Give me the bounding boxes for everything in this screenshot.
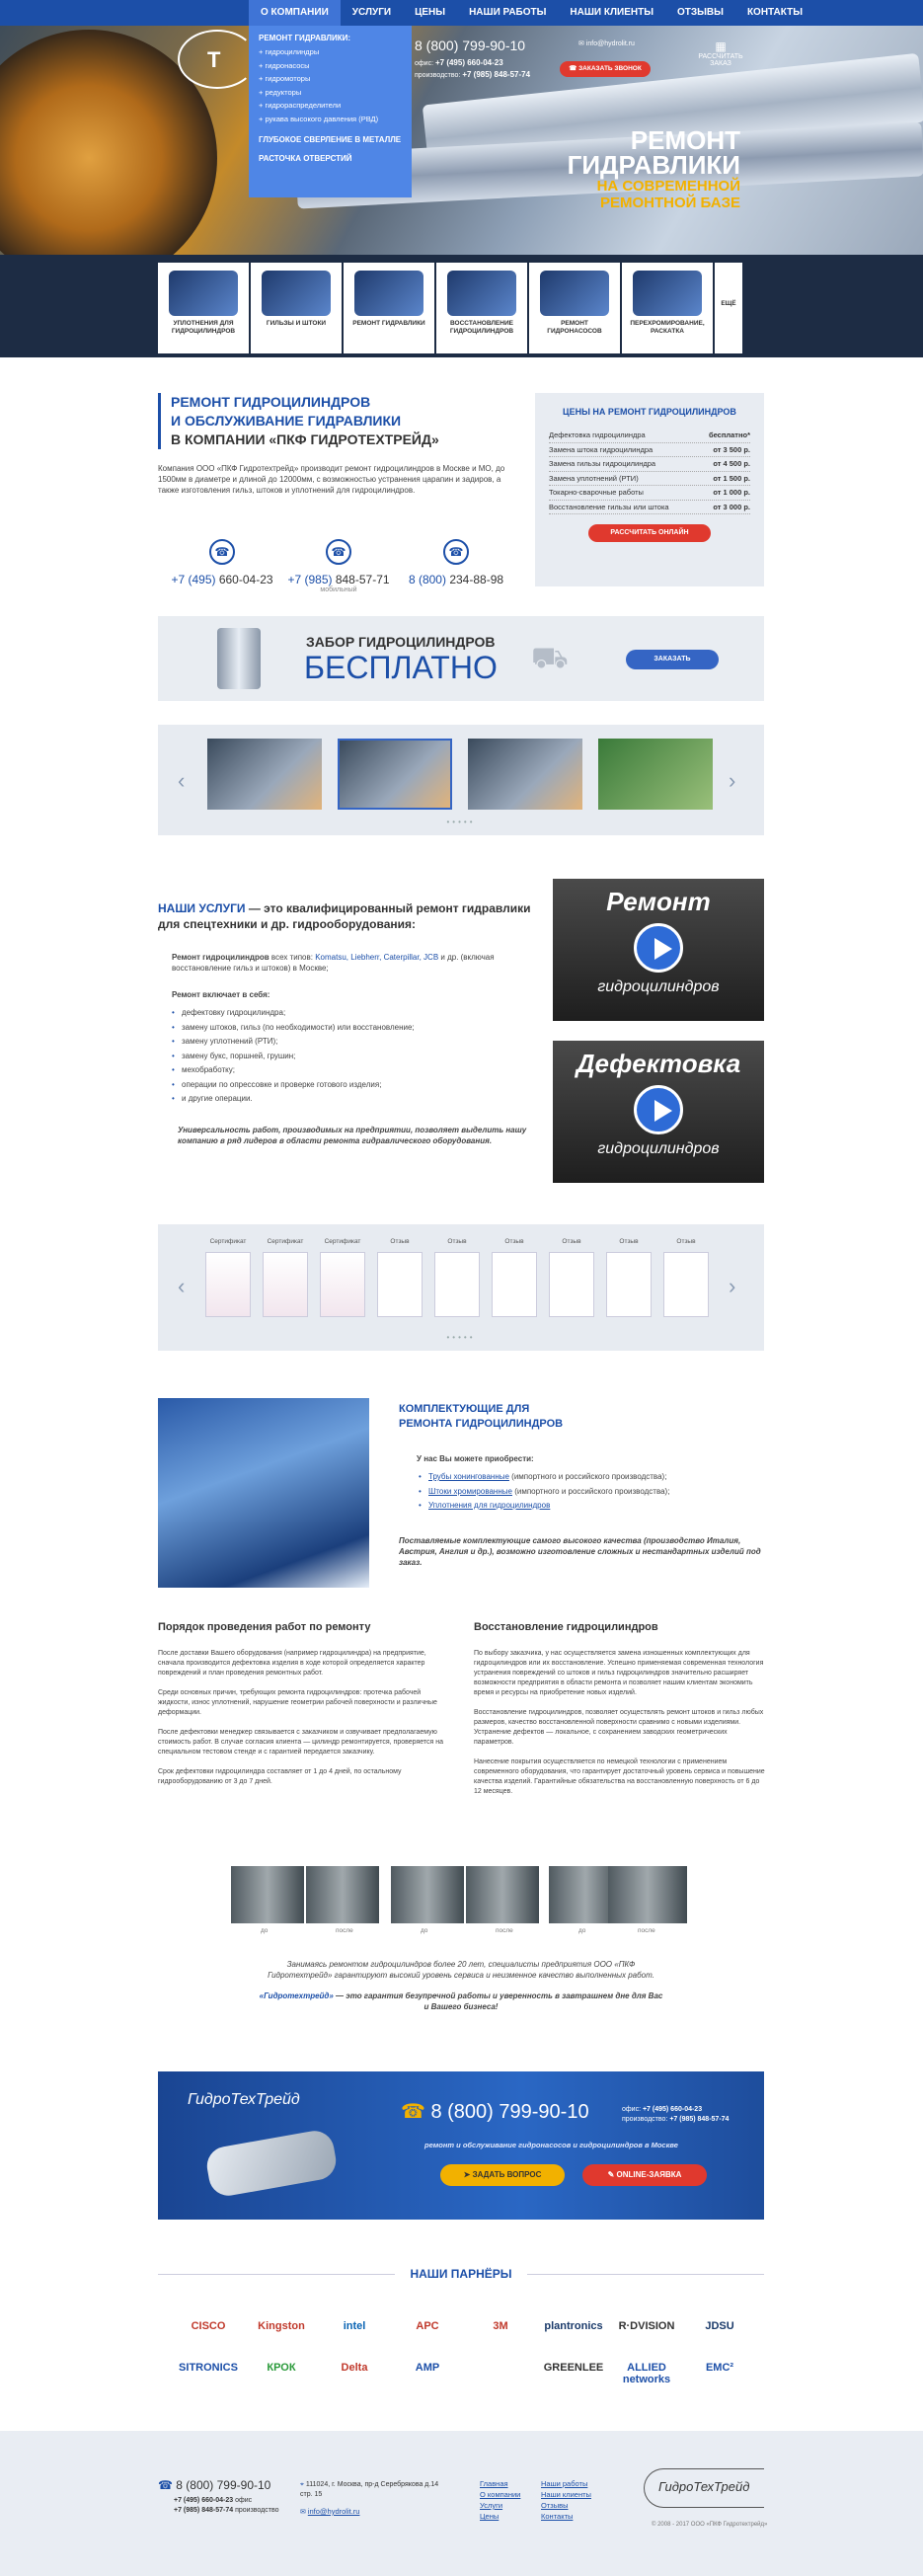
nav-item-4[interactable]: НАШИ КЛИЕНТЫ: [570, 7, 654, 18]
cert-label: Сертификат: [209, 1238, 247, 1245]
price-value: от 3 000 р.: [713, 502, 750, 511]
price-service: Замена уплотнений (РТИ): [549, 473, 639, 483]
services-section: [158, 900, 533, 1146]
about-text: Компания ООО «ПКФ Гидротехтрейд» производит ремонт гидроцилиндров в Москве и МО, до 1500мм в диаметре и длиной до 12000мм, с возможностью устранения царапин и задиров, а также изготовления гильз, штоков и уплотнений для гидроцилиндров.: [158, 464, 505, 495]
partner-logo[interactable]: JDSU: [705, 2320, 734, 2332]
dropdown-item[interactable]: + гидромоторы: [259, 74, 311, 83]
divider: [527, 2274, 764, 2275]
tile-image: [540, 271, 609, 316]
price-value: от 3 500 р.: [713, 444, 750, 454]
before-after-photo[interactable]: [231, 1866, 304, 1923]
tile-image: [262, 271, 331, 316]
banner-tagline: ремонт и обслуживание гидронасосов и гидроцилиндров в Москве: [424, 2141, 678, 2149]
order-title: Порядок проведения работ по ремонту: [158, 1621, 371, 1633]
components-note-text: (импортного и российского производства);: [508, 1472, 667, 1481]
order-label: РАССЧИТАТЬ ЗАКАЗ: [698, 53, 743, 67]
restore-title: Восстановление гидроцилиндров: [474, 1621, 658, 1633]
components-item: [419, 1499, 764, 1514]
before-after-label: до: [421, 1927, 428, 1934]
price-row: [549, 501, 750, 515]
play-icon[interactable]: [634, 923, 683, 973]
phone-num: 848-57-71: [335, 573, 390, 586]
about-title-2: И ОБСЛУЖИВАНИЕ ГИДРАВЛИКИ: [171, 413, 402, 429]
certs-prev-arrow[interactable]: ‹: [178, 1274, 186, 1298]
phone-code: +7 (495): [171, 573, 216, 586]
partner-logo[interactable]: EMC²: [705, 2362, 734, 2374]
prod-phone[interactable]: +7 (985) 848-57-74: [462, 70, 531, 79]
certificates-gallery: [158, 1224, 764, 1351]
send-icon: ➤: [463, 2170, 473, 2179]
footer-email[interactable]: [300, 2506, 359, 2517]
closing-p1: Занимаясь ремонтом гидроцилиндров более 20 лет, специалисты предприятия ООО «ПКФ Гидротехтрейд» гарантируют высокий уровень сервиса и неизменное качество выполненных работ.: [268, 1960, 654, 1980]
partner-logo[interactable]: 3M: [493, 2320, 508, 2332]
footer-logo[interactable]: [644, 2468, 764, 2508]
footer-link[interactable]: Главная: [480, 2479, 508, 2488]
header-phones: [415, 57, 530, 81]
services-list-item: • операции по опрессовке и проверке готового изделия;: [172, 1078, 533, 1093]
cert-label: Сертификат: [324, 1238, 361, 1245]
closing-text: [257, 1959, 665, 2012]
footer: [0, 2431, 923, 2576]
dropdown-item[interactable]: + гидронасосы: [259, 60, 310, 70]
components-section: [399, 1402, 764, 1568]
before-after-photo[interactable]: [466, 1866, 539, 1923]
services-title-accent: НАШИ УСЛУГИ: [158, 901, 246, 915]
phone-icon: ☎: [158, 2478, 177, 2492]
gallery-photo[interactable]: [338, 739, 452, 810]
nav-item-0[interactable]: О КОМПАНИИ: [249, 0, 341, 26]
certificate-thumbnail[interactable]: [263, 1252, 308, 1317]
before-after-photo[interactable]: [391, 1866, 464, 1923]
price-value: от 4 500 р.: [713, 459, 750, 468]
certificate-thumbnail[interactable]: [549, 1252, 594, 1317]
order-call-button[interactable]: [560, 61, 651, 77]
before-after-label: до: [261, 1927, 269, 1934]
components-item: [419, 1470, 764, 1485]
components-note-text: (импортного и российского производства);: [511, 1486, 670, 1496]
services-list-item: • замену штоков, гильз (по необходимости) или восстановление;: [172, 1021, 533, 1036]
partner-logo[interactable]: R·DVISION: [618, 2320, 675, 2332]
partner-logo[interactable]: Kingston: [258, 2320, 305, 2332]
logo-mark: Т: [207, 47, 221, 72]
footer-link[interactable]: Цены: [480, 2512, 500, 2521]
before-after-photo[interactable]: [608, 1866, 687, 1923]
category-tile[interactable]: [251, 263, 342, 353]
certs-dots[interactable]: •••••: [446, 1333, 476, 1342]
price-box: [535, 393, 764, 586]
price-service: Восстановление гильзы или штока: [549, 502, 669, 511]
ask-label: ЗАДАТЬ ВОПРОС: [472, 2170, 542, 2179]
cert-label: Отзыв: [390, 1238, 410, 1245]
contact-banner: [158, 2071, 764, 2220]
tile-image: [633, 271, 702, 316]
certificate-thumbnail[interactable]: [434, 1252, 480, 1317]
header-email[interactable]: [578, 39, 635, 47]
tile-label: УПЛОТНЕНИЯ ДЛЯ ГИДРОЦИЛИНДРОВ: [171, 320, 236, 335]
nav-item-6[interactable]: КОНТАКТЫ: [746, 7, 803, 18]
price-service: Дефектовка гидроцилиндра: [549, 430, 646, 439]
about-dropdown: [249, 26, 412, 197]
calc-order-link[interactable]: [691, 39, 750, 67]
footer-links-1: [480, 2478, 520, 2522]
partner-logo[interactable]: intel: [343, 2320, 366, 2332]
tile-label: РЕМОНТ ГИДРАВЛИКИ: [352, 320, 425, 327]
closing-p2: [257, 1991, 665, 2012]
footer-links-2: [541, 2478, 591, 2522]
truck-icon: ⛟: [531, 642, 569, 674]
intro-text-2: и др. (включая восстановление гильз и штоков) в Москве;: [172, 953, 495, 973]
banner-logo: ГидроТехТрейд: [188, 2091, 300, 2108]
banner-prod[interactable]: +7 (985) 848-57-74: [669, 2116, 730, 2123]
divider: [158, 2274, 395, 2275]
mail-icon: ✉: [300, 2509, 308, 2516]
slogan-l4: РЕМОНТНОЙ БАЗЕ: [599, 195, 740, 211]
dropdown-title: РЕМОНТ ГИДРАВЛИКИ:: [259, 34, 351, 42]
partner-logo[interactable]: КРОК: [267, 2362, 296, 2374]
price-row: [549, 429, 750, 443]
components-title-2: РЕМОНТА ГИДРОЦИЛИНДРОВ: [399, 1418, 564, 1430]
gallery-prev-arrow[interactable]: ‹: [178, 768, 186, 793]
dropdown-drilling[interactable]: ГЛУБОКОЕ СВЕРЛЕНИЕ В МЕТАЛЛЕ: [259, 135, 402, 144]
tile-image: [354, 271, 423, 316]
cert-label: Отзыв: [447, 1238, 467, 1245]
calculator-icon: ▦: [715, 39, 727, 53]
footer-link[interactable]: Наши работы: [541, 2479, 588, 2488]
price-service: Замена штока гидроцилиндра: [549, 444, 654, 454]
certificate-thumbnail[interactable]: [377, 1252, 423, 1317]
intro-text: всех типов:: [269, 953, 316, 962]
components-link[interactable]: Штоки хромированные: [428, 1486, 512, 1496]
partner-logo[interactable]: CISCO: [191, 2320, 226, 2332]
services-list-item: • дефектовку гидроцилиндра;: [172, 1006, 533, 1021]
price-row: [549, 472, 750, 487]
components-image: [158, 1398, 369, 1588]
order-p4: Срок дефектовки гидроцилиндра составляет от 1 до 4 дней, по остальному гидрооборудованию от 3 до 7 дней.: [158, 1768, 402, 1785]
price-row: [549, 443, 750, 458]
pickup-title: ЗАБОР ГИДРОЦИЛИНДРОВ: [306, 634, 496, 650]
footer-link[interactable]: Контакты: [541, 2512, 574, 2521]
price-service: Токарно-сварочные работы: [549, 488, 644, 497]
nav-item-5[interactable]: ОТЗЫВЫ: [676, 7, 724, 18]
price-title: ЦЕНЫ НА РЕМОНТ ГИДРОЦИЛИНДРОВ: [563, 407, 736, 417]
partner-logo[interactable]: GREENLEE: [543, 2362, 604, 2374]
services-list-heading: Ремонт включает в себя:: [172, 990, 270, 999]
intro-bold: Ремонт гидроцилиндров: [172, 953, 269, 962]
phone-num: 660-04-23: [218, 573, 273, 586]
banner-prod-label: производство:: [622, 2116, 668, 2123]
nav-item-3[interactable]: НАШИ РАБОТЫ: [469, 7, 547, 18]
price-service: Замена гильзы гидроцилиндра: [549, 459, 656, 468]
dropdown-item[interactable]: + гидроцилиндры: [259, 47, 320, 56]
tile-label: ПЕРЕХРОМИРОВАНИЕ, РАСКАТКА: [630, 320, 705, 335]
gallery-dots[interactable]: •••••: [446, 818, 476, 826]
brands-link[interactable]: Komatsu, Liebherr, Caterpillar, JCB: [315, 953, 439, 962]
pickup-order-button[interactable]: [626, 650, 719, 669]
banner-cylinder-image: [204, 2128, 340, 2199]
footer-link[interactable]: Услуги: [480, 2501, 503, 2510]
before-after-label: после: [638, 1927, 655, 1934]
banner-phone-num: 8 (800) 799-90-10: [430, 2101, 589, 2123]
about-title-1: РЕМОНТ ГИДРОЦИЛИНДРОВ: [171, 394, 371, 410]
phone-block[interactable]: [274, 539, 403, 593]
office-label: офис:: [415, 60, 434, 67]
banner-office-label: офис:: [622, 2106, 642, 2113]
certificate-thumbnail[interactable]: [205, 1252, 251, 1317]
about-title: [158, 393, 513, 449]
phone-icon: ☎: [401, 2101, 431, 2123]
phone-number: [274, 573, 403, 586]
dropdown-item[interactable]: + рукава высокого давления (РВД): [259, 114, 379, 123]
category-tile[interactable]: [436, 263, 527, 353]
before-after-photo[interactable]: [306, 1866, 379, 1923]
pickup-free: БЕСПЛАТНО: [304, 650, 498, 685]
video-1-sub: гидроцилиндров: [597, 978, 720, 995]
partner-logo[interactable]: ALLIED networks: [622, 2362, 671, 2385]
phone-number: [392, 573, 520, 586]
phone-code: 8 (800): [408, 573, 446, 586]
components-list: [419, 1470, 764, 1514]
tile-label: РЕМОНТ ГИДРОНАСОСОВ: [547, 320, 602, 335]
phone-icon: ☎: [326, 539, 351, 565]
certificate-thumbnail[interactable]: [492, 1252, 537, 1317]
certs-next-arrow[interactable]: ›: [729, 1274, 736, 1298]
phone-code: +7 (985): [287, 573, 333, 586]
gallery-photo[interactable]: [207, 739, 322, 810]
services-note: Универсальность работ, производимых на предприятии, позволяет выделить нашу компанию в ряд лидеров в области ремонта гидравлического оборудования.: [178, 1125, 527, 1145]
price-value: бесплатно*: [708, 430, 750, 439]
online-request-button[interactable]: [582, 2164, 707, 2186]
category-tile[interactable]: [715, 263, 742, 353]
category-tile[interactable]: [158, 263, 249, 353]
footer-link[interactable]: Наши клиенты: [541, 2490, 591, 2499]
gallery-photo[interactable]: [598, 739, 713, 810]
closing-brand: «Гидротехтрейд»: [259, 1991, 334, 2000]
phone-icon: ☎: [443, 539, 469, 565]
about-section: [158, 393, 513, 496]
slogan-l3: НА СОВРЕМЕННОЙ: [596, 178, 740, 195]
video-repair[interactable]: [553, 879, 764, 1021]
services-list: [172, 1006, 533, 1107]
footer-subphones: [174, 2496, 279, 2516]
footer-logo-text: ГидроТехТрейд: [658, 2479, 750, 2494]
tile-label: ВОССТАНОВЛЕНИЕ ГИДРОЦИЛИНДРОВ: [449, 320, 514, 335]
works-gallery: [158, 725, 764, 835]
restore-p1: По выбору заказчика, у нас осуществляется замена изношенных комплектующих для гидроцилиндров или их восстановление. Успешно применяемая современная технология устранения повреждений со штоков и гильз гидроцилиндров значительно расширяет возможности предприятия в области ремонта и позволяет нашим клиентам экономить время и ресурсы на приобретение новых изделий.: [474, 1650, 764, 1696]
components-lead: У нас Вы можете приобрести:: [417, 1454, 534, 1463]
banner-phone[interactable]: [401, 2099, 589, 2124]
phone-block[interactable]: [392, 539, 520, 586]
services-title-rest: — это квалифицированный ремонт гидравлики для спецтехники и др. гидрооборудования:: [158, 901, 531, 931]
footer-link[interactable]: Отзывы: [541, 2501, 569, 2510]
certificate-thumbnail[interactable]: [606, 1252, 652, 1317]
footer-prod-label: производство: [235, 2507, 279, 2514]
components-link[interactable]: Уплотнения для гидроцилиндров: [428, 1501, 551, 1510]
cert-label: Отзыв: [504, 1238, 524, 1245]
partner-logo[interactable]: SITRONICS: [179, 2362, 238, 2374]
dropdown-item[interactable]: + гидрораспределители: [259, 101, 342, 110]
category-tile[interactable]: [529, 263, 620, 353]
pickup-btn-label: ЗАКАЗАТЬ: [654, 656, 691, 663]
slogan-l2: ГИДРАВЛИКИ: [567, 150, 740, 180]
before-after-label: после: [336, 1927, 353, 1934]
order-section: [158, 1621, 449, 1787]
components-title: [399, 1402, 764, 1432]
footer-phone-num: 8 (800) 799-90-10: [176, 2478, 271, 2492]
before-after-label: до: [578, 1927, 586, 1934]
order-p3: После дефектовки менеджер связывается с заказчиком и озвучивает предполагаемую стоимость работ. В случае согласия клиента — цилиндр ремонтируется, проверяется на специальном тестовом стенде и с гарантией передается заказчику.: [158, 1729, 444, 1756]
certificate-thumbnail[interactable]: [320, 1252, 365, 1317]
cert-label: Отзыв: [676, 1238, 696, 1245]
services-intro: [172, 952, 533, 974]
email-text: info@hydrolit.ru: [585, 40, 635, 47]
ask-question-button[interactable]: [440, 2164, 565, 2186]
calc-online-button[interactable]: [588, 524, 711, 542]
partner-logo[interactable]: AMP: [415, 2362, 440, 2374]
video-2-sub: гидроцилиндров: [597, 1140, 720, 1157]
footer-office[interactable]: +7 (495) 660-04-23: [174, 2497, 234, 2504]
mail-icon: ✉: [578, 40, 586, 47]
footer-link[interactable]: О компании: [480, 2490, 521, 2499]
online-label: ONLINE-ЗАЯВКА: [616, 2170, 682, 2179]
tile-image: [447, 271, 516, 316]
partner-logo[interactable]: APC: [416, 2320, 439, 2332]
header-phone[interactable]: 8 (800) 799-90-10: [415, 38, 526, 53]
address-text: 111024, г. Москва, пр-д Серебрякова д.14 стр. 15: [300, 2481, 439, 2498]
hero-banner: [0, 0, 923, 255]
closing-p2-text: — это гарантия безупречной работы и уверенность в завтрашнем дне для Вас и Вашего бизнеса!: [333, 1991, 663, 2011]
call-btn-label: ЗАКАЗАТЬ ЗВОНОК: [578, 65, 642, 72]
dropdown-item[interactable]: + редукторы: [259, 87, 302, 97]
services-list-item: • замену букс, поршней, грушин;: [172, 1050, 533, 1064]
dropdown-boring[interactable]: РАСТОЧКА ОТВЕРСТИЙ: [259, 154, 352, 163]
partner-logo[interactable]: plantronics: [544, 2320, 603, 2332]
phone-sub: мобильный: [320, 586, 357, 593]
phone-number: [158, 573, 286, 586]
phone-block[interactable]: [158, 539, 286, 586]
tile-label: ГИЛЬЗЫ И ШТОКИ: [266, 320, 327, 327]
copyright: © 2008 - 2017 ООО «ПКФ Гидротехтрейд»: [652, 2522, 768, 2528]
before-after-label: после: [496, 1927, 513, 1934]
prod-label: производство:: [415, 72, 461, 79]
video-defect[interactable]: [553, 1041, 764, 1183]
gallery-photo[interactable]: [468, 739, 582, 810]
services-list-item: • замену уплотнений (РТИ);: [172, 1035, 533, 1050]
components-note: Поставляемые комплектующие самого высокого качества (производство Италия, Австрия, Англия и др.), возможно изготовление сложных и нестандартных изделий под заказ.: [399, 1535, 761, 1567]
price-value: от 1 500 р.: [713, 473, 750, 483]
phone-icon: ☎: [209, 539, 235, 565]
services-list-item: • и другие операции.: [172, 1092, 533, 1107]
location-icon: ⌖: [300, 2481, 306, 2488]
tile-image: [169, 271, 238, 316]
play-icon[interactable]: [634, 1085, 683, 1134]
price-row: [549, 486, 750, 501]
nav-item-1[interactable]: УСЛУГИ: [351, 7, 392, 18]
logo[interactable]: [178, 30, 257, 89]
price-value: от 1 000 р.: [713, 488, 750, 497]
cylinder-icon: [217, 628, 261, 689]
tile-label: ЕЩЁ: [721, 300, 736, 307]
office-phone[interactable]: +7 (495) 660-04-23: [434, 58, 503, 67]
footer-address: [300, 2480, 448, 2500]
banner-office[interactable]: +7 (495) 660-04-23: [642, 2106, 703, 2113]
category-tile[interactable]: [622, 263, 713, 353]
components-item: [419, 1485, 764, 1500]
services-list-item: • мехобработку;: [172, 1063, 533, 1078]
hero-slogan: [567, 125, 740, 211]
nav-item-2[interactable]: ЦЕНЫ: [415, 7, 446, 18]
order-p1: После доставки Вашего оборудования (например гидроцилиндра) на предприятие, сначала производится дефектовка изделия в ходе которой определяется характер повреждений и план проведения ремонтных работ.: [158, 1650, 426, 1677]
restore-p3: Нанесение покрытия осуществляется по немецкой технологии с применением современного оборудования, что гарантирует достаточный уровень сервиса и повышение качества изделий. Гарантийные обязательства на восстановленную поверхность от 6 до 12 месяцев.: [474, 1758, 765, 1795]
edit-icon: ✎: [607, 2170, 617, 2179]
footer-office-label: офис: [235, 2497, 253, 2504]
partners-title-text: НАШИ ПАРНЁРЫ: [410, 2267, 512, 2281]
cert-label: Отзыв: [619, 1238, 639, 1245]
category-tiles: [0, 255, 923, 357]
restore-p2: Восстановление гидроцилиндров, позволяет осуществлять ремонт штоков и гильз любых размеров, качество восстановленной поверхности сравнимо с новыми изделиями. Устранение дефектов — локальное, с сохранением заводских геометрических параметров.: [474, 1709, 764, 1746]
services-title: [158, 900, 533, 932]
components-title-1: КОМПЛЕКТУЮЩИЕ ДЛЯ: [399, 1403, 530, 1415]
phone-icon: ☎: [569, 65, 579, 72]
free-pickup-banner: [158, 616, 764, 701]
top-nav: [0, 0, 923, 26]
phone-num: 234-88-98: [449, 573, 504, 586]
banner-subphones: [622, 2105, 729, 2125]
video-1-title: Ремонт: [606, 887, 711, 916]
components-link[interactable]: Трубы хонингованные: [428, 1472, 509, 1481]
calc-online-label: РАССЧИТАТЬ ОНЛАЙН: [610, 529, 689, 536]
footer-prod[interactable]: +7 (985) 848-57-74: [174, 2507, 234, 2514]
partner-logo[interactable]: Delta: [341, 2362, 368, 2374]
gallery-next-arrow[interactable]: ›: [729, 768, 736, 793]
category-tile[interactable]: [344, 263, 434, 353]
restore-section: [474, 1621, 765, 1797]
slogan-l1: РЕМОНТ: [630, 125, 740, 155]
cert-label: Отзыв: [562, 1238, 581, 1245]
order-p2: Среди основных причин, требующих ремонта гидроцилиндров: протечка рабочей жидкости, износ уплотнений, нарушение геометрии рабочей поверхности и различные деформации.: [158, 1689, 437, 1716]
footer-phone[interactable]: [158, 2478, 270, 2492]
cert-label: Сертификат: [267, 1238, 304, 1245]
footer-email-text: info@hydrolit.ru: [307, 2507, 360, 2516]
video-2-title: Дефектовка: [576, 1049, 741, 1078]
certificate-thumbnail[interactable]: [663, 1252, 709, 1317]
about-title-3: В КОМПАНИИ «ПКФ ГИДРОТЕХТРЕЙД»: [171, 431, 439, 447]
price-row: [549, 457, 750, 472]
